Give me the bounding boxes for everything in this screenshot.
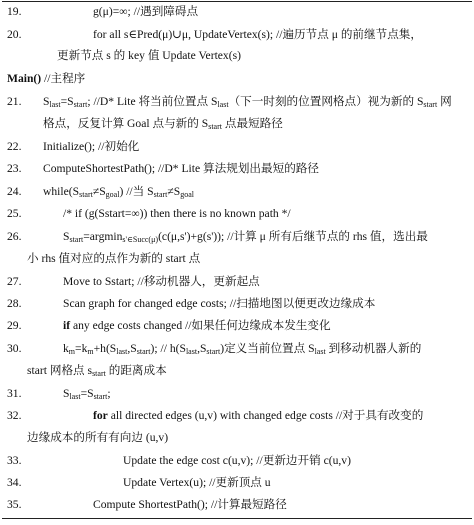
line-26-cont [7,251,470,267]
line-number: 20. [7,28,22,41]
main-heading-text: Main() //主程序 [7,72,86,85]
line-30 [7,341,470,357]
line-text: $S_{last}=S_{start}$; //D* Lite 将当前位置点 $S_{last}$（下一时刻的位置网格点）视为新的 $S_{start}$ 网 [43,95,452,109]
line-text: 边缘成本的所有有向边 (u,v) [27,431,169,444]
line-text: $S_{last}=S_{start}$; [63,387,111,401]
line-22 [7,139,470,155]
line-text: Compute ShortestPath(); //计算最短路径 [93,498,287,511]
line-text: /* if (g(Sstart=∞)) then there is no known path */ [63,207,291,220]
main-heading [7,71,470,87]
line-text: g(μ)=∞; //遇到障碍点 [93,5,199,18]
line-text: $k_m=k_m+h(S_{last},S_{start})$; // $h(S_{last},S_{start})$定义当前位置点 $S_{last}$ 到移动机器人新的 [63,342,422,356]
line-text: Update the edge cost c(u,v); //更新边开销 c(u,v) [123,454,351,467]
line-text: $S_{start}=argmin_{s'\in Succ(\mu)}(c(\mu,s')+g(s'))$; //计算 μ 所有后继节点的 rhs 值，选出最 [63,230,428,244]
line-number: 30. [7,342,22,355]
line-34 [7,475,470,491]
line-text: 格点，反复计算 Goal 点与新的 $S_{start}$ 点最短路径 [43,117,283,131]
line-number: 24. [7,185,22,198]
line-32-cont [7,430,470,446]
line-20 [7,27,470,43]
line-21 [7,94,470,110]
line-number: 22. [7,140,22,153]
line-text: Update Vertex(u); //更新顶点 u [123,476,271,489]
line-text: for all directed edges (u,v) with changed edge costs //对于具有改变的 [93,409,424,422]
line-23 [7,161,470,177]
line-30-cont [7,363,470,379]
line-number: 19. [7,5,22,18]
line-31 [7,386,470,402]
line-text: 小 rhs 值对应的点作为新的 start 点 [27,252,201,265]
line-number: 28. [7,297,22,310]
line-text: for all s∈Pred(μ)∪μ, UpdateVertex(s); //遍历节点 μ 的前继节点集， [93,28,422,41]
bottom-rule [2,518,472,519]
line-text: ComputeShortestPath(); //D* Lite 算法规划出最短的路径 [43,162,319,175]
line-28 [7,296,470,312]
line-text: Initialize(); //初始化 [43,140,140,153]
line-number: 33. [7,454,22,467]
top-rule [2,1,472,2]
line-32 [7,408,470,424]
line-29 [7,318,470,334]
line-26 [7,229,470,245]
line-number: 25. [7,207,22,220]
line-text: Move to Sstart; //移动机器人，更新起点 [63,275,260,288]
line-number: 34. [7,476,22,489]
line-24 [7,184,470,200]
line-21-cont [7,116,470,132]
line-25 [7,206,470,222]
line-number: 32. [7,409,22,422]
line-number: 27. [7,275,22,288]
line-number: 29. [7,319,22,332]
line-number: 26. [7,230,22,243]
line-number: 31. [7,387,22,400]
line-19 [7,4,470,20]
line-text: Scan graph for changed edge costs; //扫描地图以便更改边缘成本 [63,297,376,310]
line-text: 更新节点 s 的 key 值 Update Vertex(s) [57,49,241,62]
line-35 [7,497,470,513]
line-number: 35. [7,498,22,511]
line-27 [7,274,470,290]
line-number: 23. [7,162,22,175]
line-20-cont [7,48,470,64]
line-text: if any edge costs changed //如果任何边缘成本发生变化 [63,319,331,332]
line-33 [7,453,470,469]
line-text: $while(S_{start}\ne S_{goal})$ //当 $S_{start}\ne S_{goal}$ [43,185,194,199]
line-text: start 网格点 $s_{start}$ 的距离成本 [27,364,167,378]
line-number: 21. [7,95,22,108]
